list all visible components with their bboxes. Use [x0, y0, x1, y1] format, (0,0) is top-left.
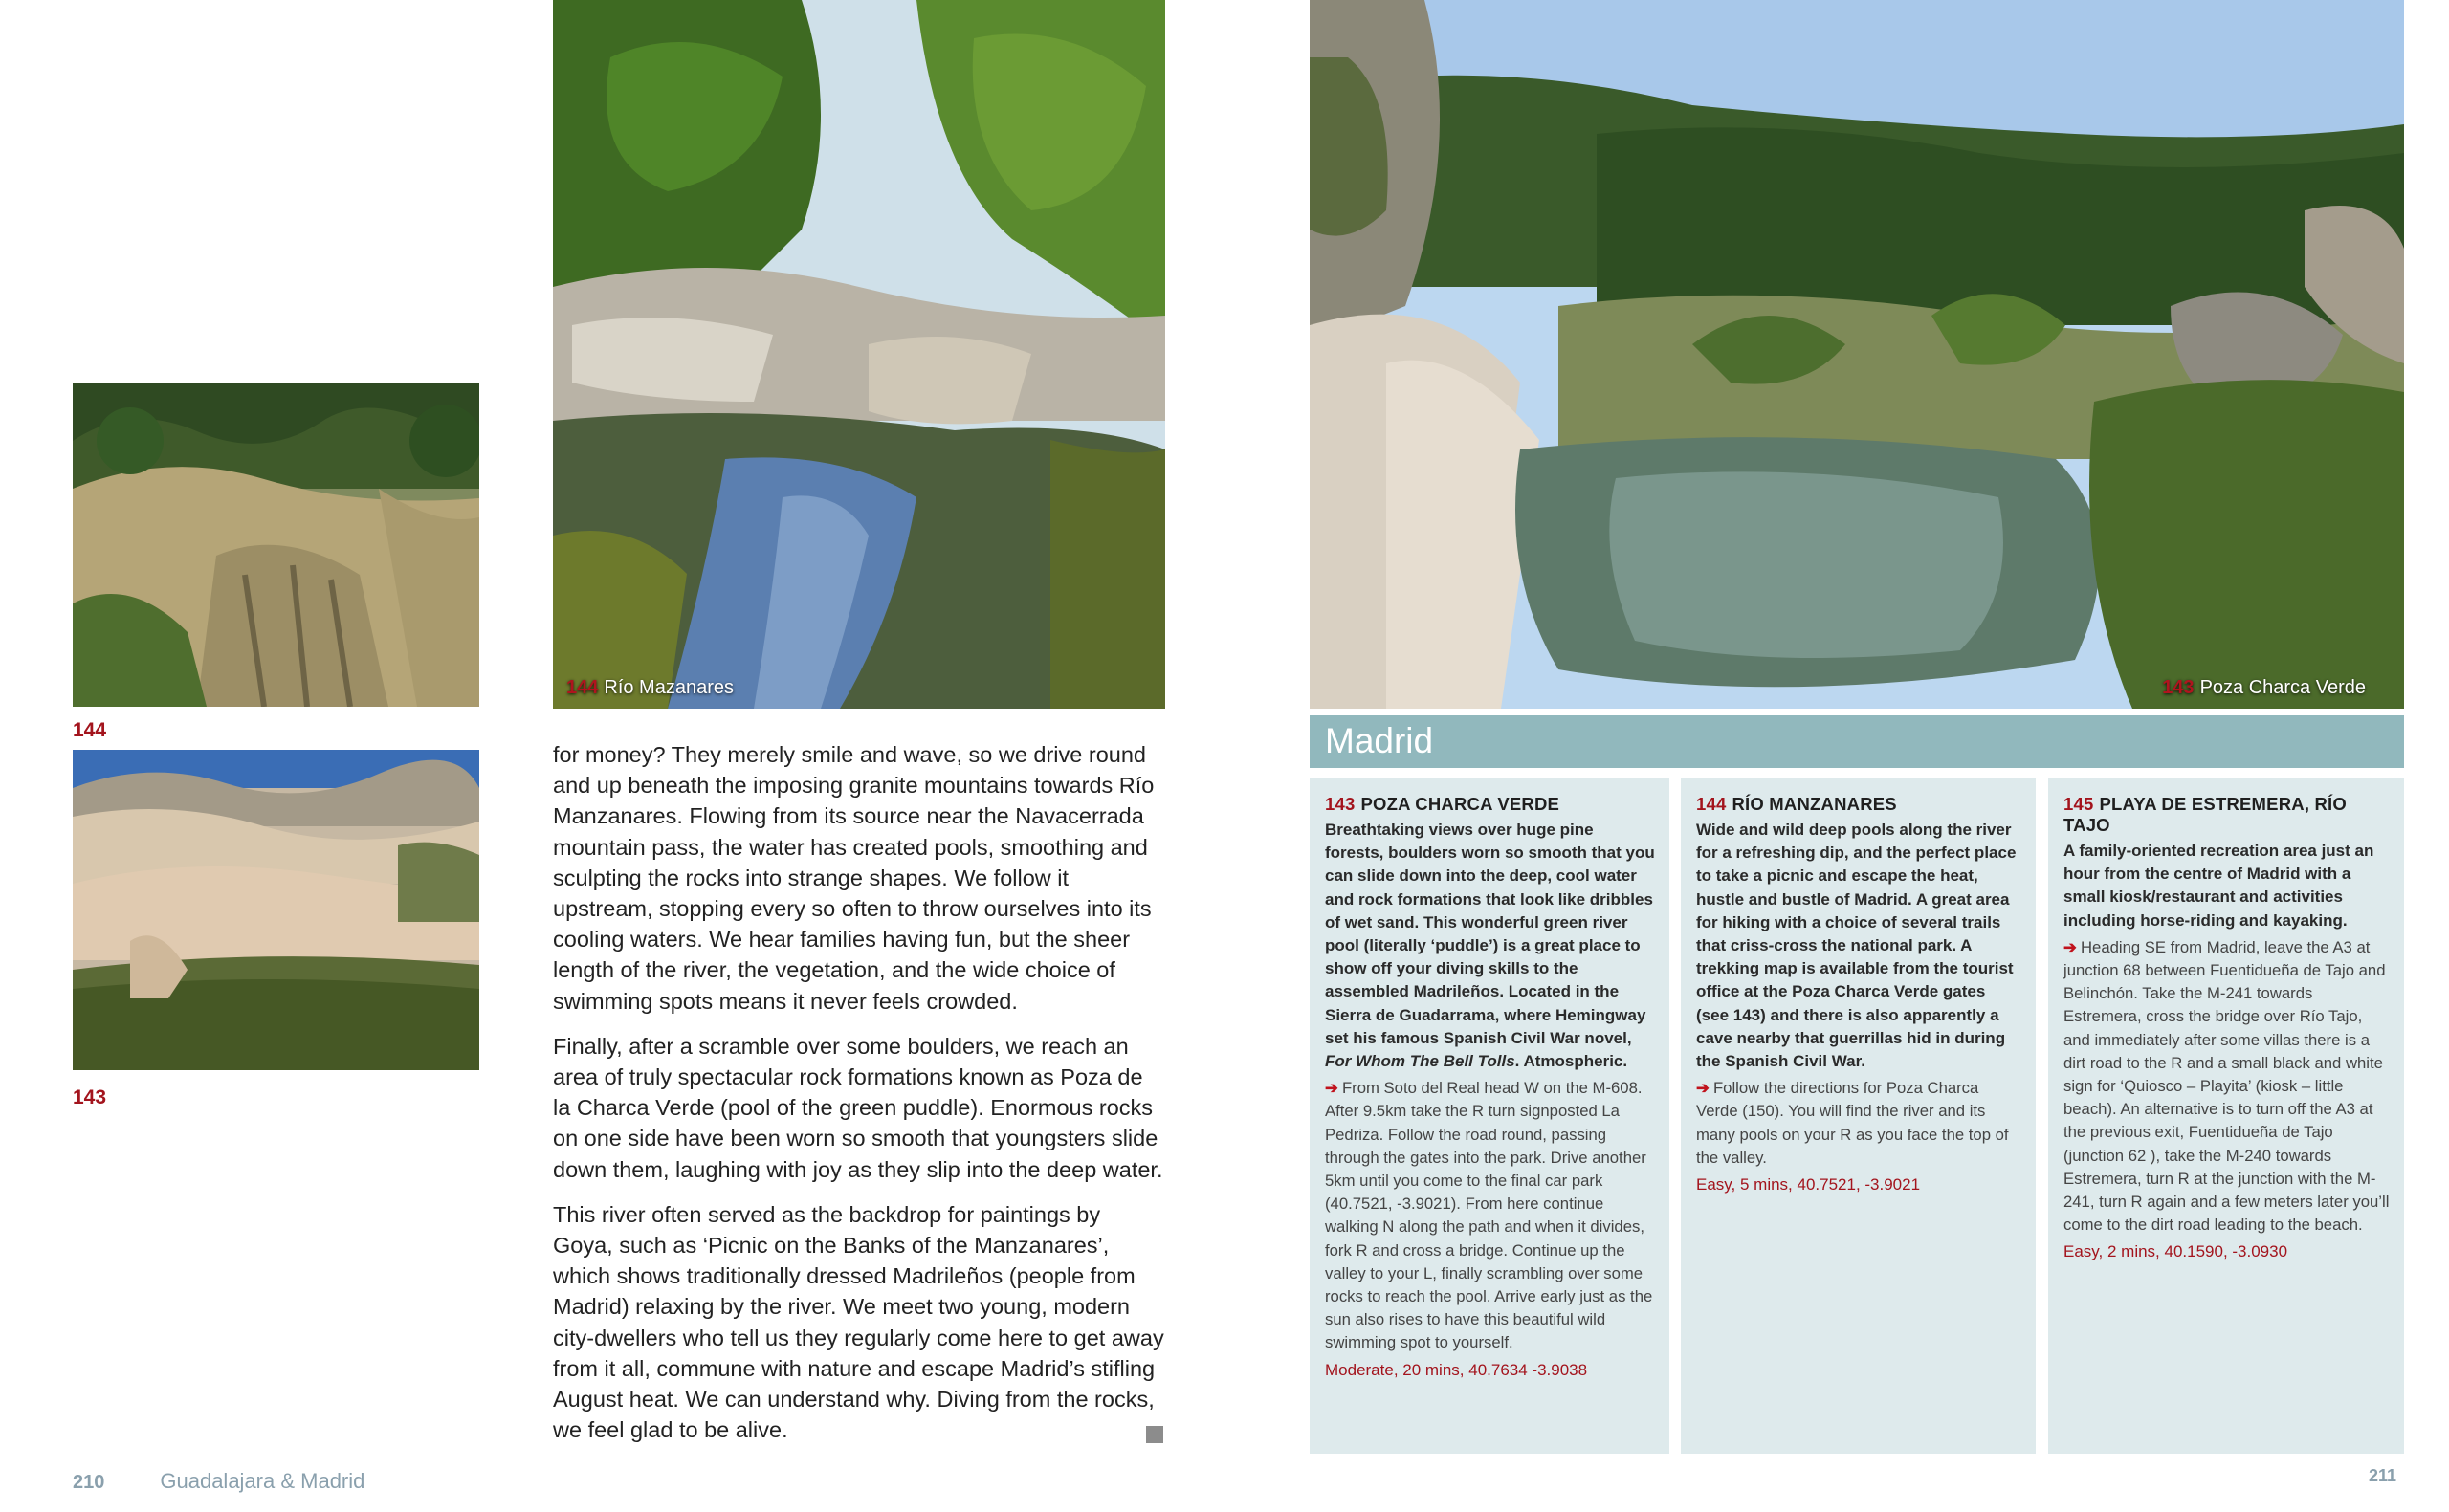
entry-name: POZA CHARCA VERDE — [1360, 794, 1560, 814]
entry-name: RÍO MANZANARES — [1732, 794, 1897, 814]
entry-directions-text: Heading SE from Madrid, leave the A3 at junction 68 between Fuentidueña de Tajo and Belinchón. Take the M-241 towards Estremera, cross the bridge over Río Tajo, and immediately after some villas there is a dirt road to the R and a small black and white sign for ‘Quiosco – Playita’ (kiosk – little beach). An alternative is to turn off the A3 at the previous exit, Fuentidueña de Tajo (junction 62 ), take the M-240 towards Estremera, turn R at the junction with the M-241, turn R again and a few meters later you’ll come to the dirt road leading to the beach. — [2063, 937, 2390, 1235]
entry-box-144 — [1681, 778, 2036, 1454]
footer-left — [73, 1469, 364, 1494]
arrow-right-icon: ➔ — [2063, 937, 2077, 956]
entry-description: Wide and wild deep pools along the river for a refreshing dip, and the perfect place to take a picnic and escape the heat, hustle and bustle of Madrid. A great area for hiking with a choice of several trails that criss-cross the national park. A trekking map is available from the tourist office at the Poza Charca Verde gates (see 143) and there is also apparently a cave nearby that guerrillas hid in during the Spanish Civil War. — [1696, 821, 2017, 1071]
entry-description: A family-oriented recreation area just an hour from the centre of Madrid with a small kiosk/restaurant and activities including horse-riding and kayaking. — [2063, 842, 2374, 930]
entry-number: 145 — [2063, 794, 2094, 814]
body-paragraph-1: for money? They merely smile and wave, so we drive round and up beneath the imposing granite mountains towards Río Manzanares. Flowing from its source near the Navacerrada mountain pass, the water has created pools, smoothing and sculpting the rocks into strange shapes. We follow it upstream, stopping every so often to throw ourselves into its cooling waters. We hear families having fun, but the sheer length of the river, the vegetation, and the wide choice of swimming spots means it never feels crowded. — [553, 742, 1155, 1014]
end-of-article-mark — [1146, 1426, 1163, 1443]
photo-label-lower: 143 — [73, 1086, 107, 1108]
caption-text: Poza Charca Verde — [2199, 677, 2366, 698]
region-title: Madrid — [1325, 721, 1434, 760]
entry-title — [1325, 794, 1656, 815]
photo-green-pool — [73, 750, 479, 1070]
entry-directions-text: Follow the directions for Poza Charca Verde (150). You will find the river and its many pools on your R as you face the top of the valley. — [1696, 1079, 2009, 1167]
photo-caption-rio-mazanares — [566, 677, 734, 699]
entry-title — [1696, 794, 2022, 815]
photo-label-upper: 144 — [73, 719, 107, 741]
entry-box-145 — [2048, 778, 2404, 1454]
entry-box-143 — [1310, 778, 1669, 1454]
entry-number: 144 — [1696, 794, 1727, 814]
photo-poza-charca-verde — [1310, 0, 2404, 709]
caption-number: 144 — [566, 677, 599, 698]
entry-number: 143 — [1325, 794, 1356, 814]
body-paragraph-3: This river often served as the backdrop for paintings by Goya, such as ‘Picnic on the Banks of the Manzanares’, which shows traditionally dressed Madrileños (people from Madrid) relaxing by the river. We meet two young, modern city-dwellers who tell us they regularly come here to get away from it all, commune with nature and escape Madrid’s stifling August heat. We can understand why. Diving from the rocks, we feel glad to be alive. — [553, 1201, 1164, 1443]
entry-meta: Moderate, 20 mins, 40.7634 -3.9038 — [1325, 1360, 1588, 1379]
entry-directions — [1325, 1077, 1656, 1354]
photo-rocky-hillside — [73, 383, 479, 707]
entry-meta: Easy, 2 mins, 40.1590, -3.0930 — [2063, 1242, 2288, 1261]
page-number-left: 210 — [73, 1472, 105, 1493]
body-paragraph-2: Finally, after a scramble over some boulders, we reach an area of truly spectacular rock formations known as Poza de la Charca Verde (pool of the green puddle). Enormous rocks on one side have been worn so smooth that youngsters slide down them, laughing with joy as they slip into the deep water. — [553, 1033, 1163, 1182]
page-number-right: 211 — [2369, 1466, 2397, 1485]
body-text — [553, 739, 1165, 1459]
entry-directions-text: From Soto del Real head W on the M-608. After 9.5km take the R turn signposted La Pedriza. Follow the road round, passing through the gates into the park. Drive another 5km until you come to the final car park (40.7521, -3.9021). From here continue walking N along the path and when it divides, fork R and cross a bridge. Continue up the valley to your L, finally scrambling over some rocks to reach the pool. Arrive early just as the sun also rises to have this beautiful wild swimming spot to yourself. — [1325, 1079, 1653, 1352]
caption-number: 143 — [2162, 677, 2195, 698]
arrow-right-icon: ➔ — [1325, 1079, 1338, 1098]
entry-name: PLAYA DE ESTREMERA, RÍO TAJO — [2063, 794, 2347, 835]
entry-description-text: Breathtaking views over huge pine forests, boulders worn so smooth that you can slide down into the deep, cool water and rock formations that look like dribbles of wet sand. This wonderful green river pool (literally ‘puddle’) is a great place to show off your diving skills to the assembled Madrileños. Located in the Sierra de Guadarrama, where Hemingway set his famous Spanish Civil War novel, — [1325, 821, 1655, 1047]
entry-description-text-end: . Atmospheric. — [1514, 1052, 1628, 1071]
entry-directions — [1696, 1077, 2022, 1170]
section-title: Guadalajara & Madrid — [160, 1469, 365, 1493]
entry-description — [1325, 819, 1656, 1073]
arrow-right-icon: ➔ — [1696, 1079, 1710, 1098]
caption-text: Río Mazanares — [604, 677, 734, 698]
entry-title — [2063, 794, 2391, 836]
entry-description-book-title: For Whom The Bell Tolls — [1325, 1052, 1515, 1071]
entry-directions — [2063, 936, 2391, 1238]
photo-caption-poza-charca-verde — [2162, 677, 2366, 699]
entry-meta: Easy, 5 mins, 40.7521, -3.9021 — [1696, 1175, 1921, 1194]
region-band — [1310, 715, 2404, 768]
photo-rio-mazanares — [553, 0, 1165, 709]
